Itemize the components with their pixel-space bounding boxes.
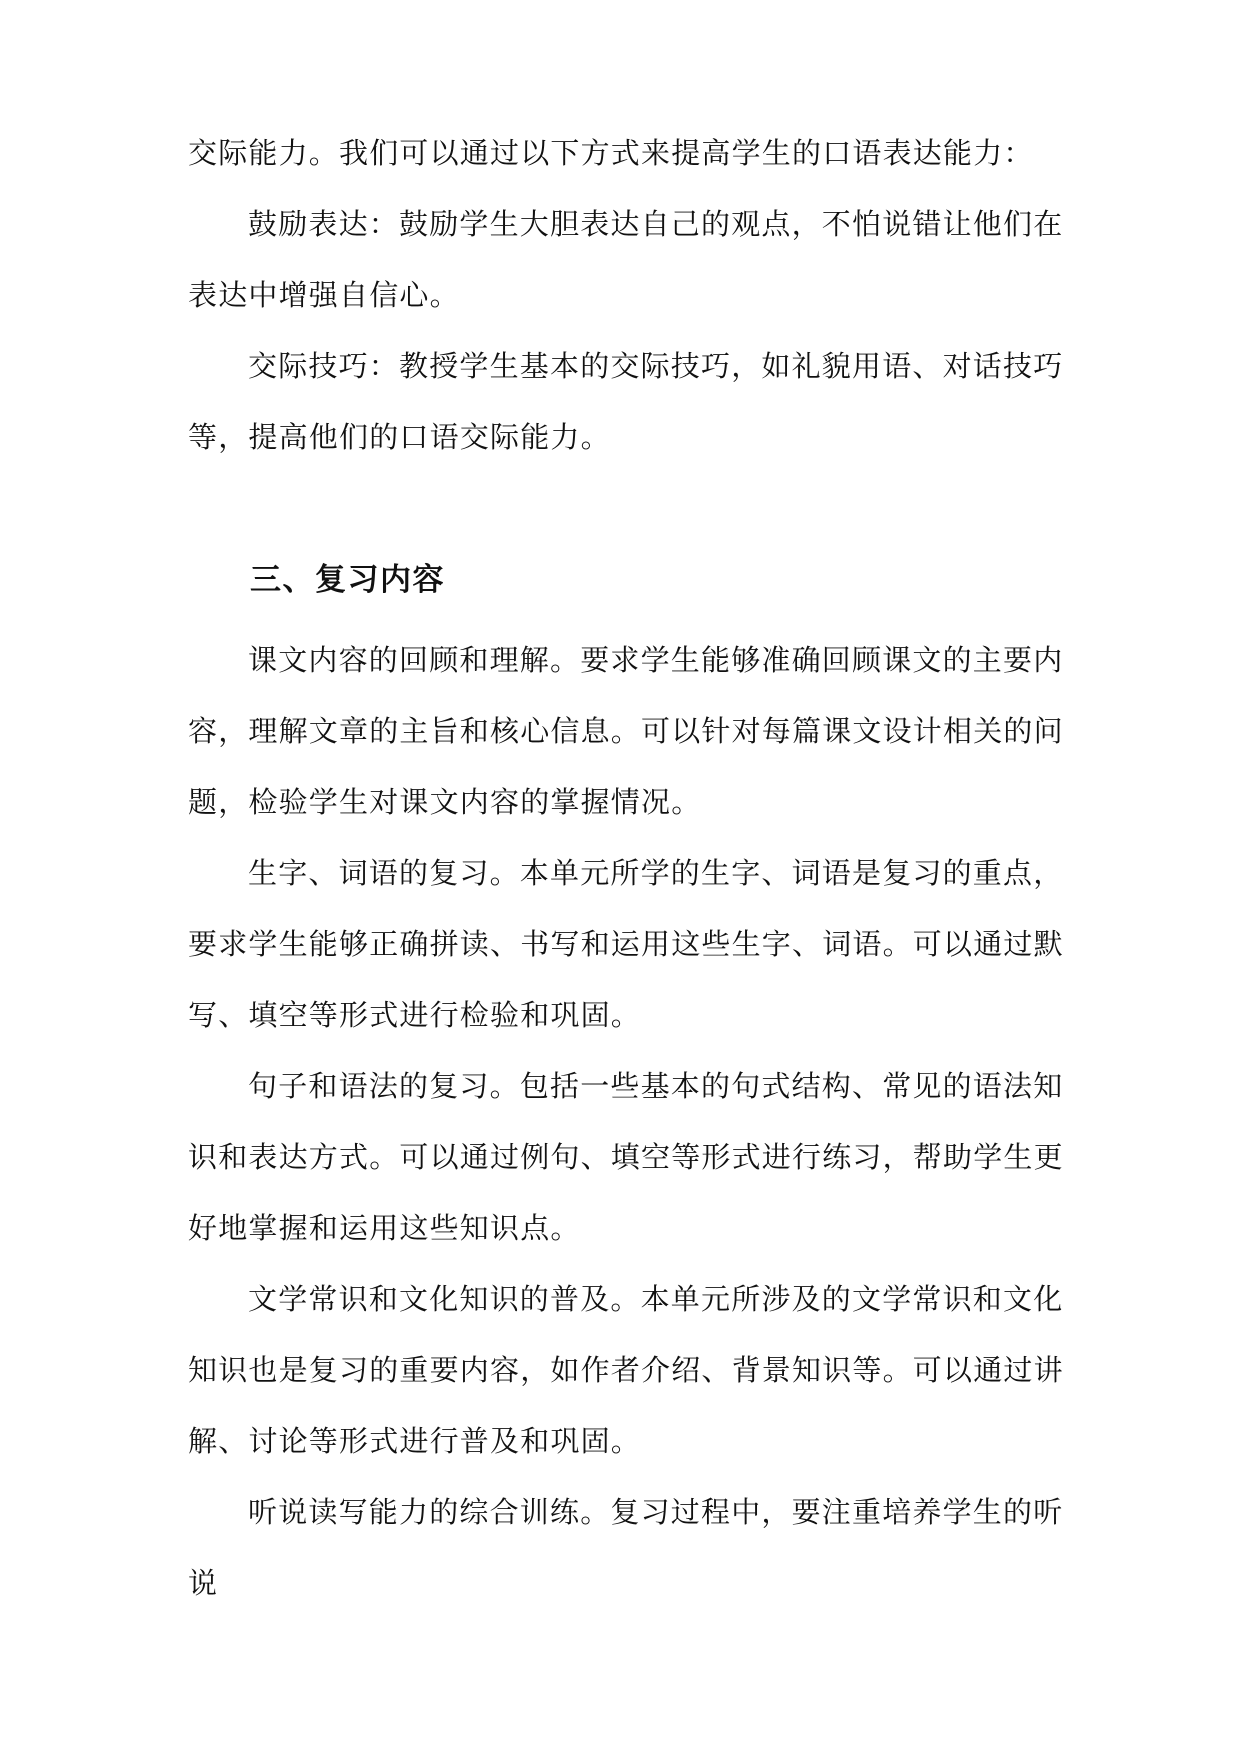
paragraph-comprehensive-training: 听说读写能力的综合训练。复习过程中，要注重培养学生的听说: [188, 1495, 1064, 1600]
paragraph-continuation: 交际能力。我们可以通过以下方式来提高学生的口语表达能力：: [188, 136, 1034, 170]
section-2-body: [188, 625, 1068, 1619]
section-heading: 三、复习内容: [250, 562, 445, 598]
paragraph-text-review: 课文内容的回顾和理解。要求学生能够准确回顾课文的主要内容，理解文章的主旨和核心信息。可以针对每篇课文设计相关的问题，检验学生对课文内容的掌握情况。: [188, 643, 1064, 819]
section-1-body: [188, 118, 1068, 473]
paragraph-encourage-expression: 鼓励表达：鼓励学生大胆表达自己的观点，不怕说错让他们在表达中增强自信心。: [188, 207, 1064, 312]
paragraph-vocabulary-review: 生字、词语的复习。本单元所学的生字、词语是复习的重点，要求学生能够正确拼读、书写和运用这些生字、词语。可以通过默写、填空等形式进行检验和巩固。: [188, 856, 1064, 1032]
paragraph-grammar-review: 句子和语法的复习。包括一些基本的句式结构、常见的语法知识和表达方式。可以通过例句、填空等形式进行练习，帮助学生更好地掌握和运用这些知识点。: [188, 1069, 1064, 1245]
paragraph-communication-skills: 交际技巧：教授学生基本的交际技巧，如礼貌用语、对话技巧等，提高他们的口语交际能力。: [188, 349, 1064, 454]
paragraph-literary-knowledge: 文学常识和文化知识的普及。本单元所涉及的文学常识和文化知识也是复习的重要内容，如作者介绍、背景知识等。可以通过讲解、讨论等形式进行普及和巩固。: [188, 1282, 1064, 1458]
